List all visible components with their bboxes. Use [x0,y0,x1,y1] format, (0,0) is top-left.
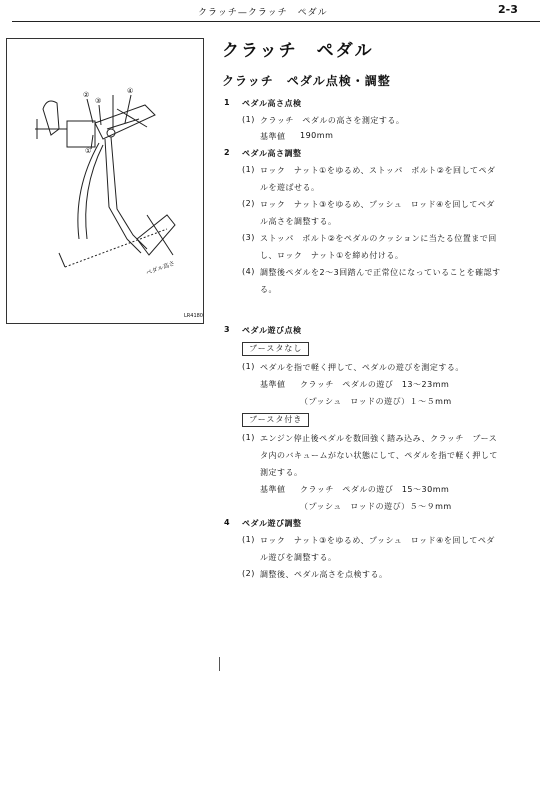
s2-c-text: ストッパ ボルト②をペダルのクッションに当たる位置まで回 [260,234,497,243]
s2-b-num: (2) [242,199,255,208]
header-rule [12,21,540,22]
page-title: クラッチ ペダル [222,41,374,61]
s4-title: ペダル遊び調整 [242,519,302,528]
s1-spec-value: 190mm [300,131,334,140]
s1-num: 1 [224,98,231,107]
pedal-diagram [7,39,203,323]
s2-num: 2 [224,148,231,157]
figure-code: LR4180 [184,313,203,319]
section-title: クラッチ ペダル点検・調整 [222,74,391,88]
s2-b-text: ロック ナット③をゆるめ、プッシュ ロッド④を回してペダ [260,200,495,209]
s2-b-text2: ル高さを調整する。 [260,217,337,226]
s3-spec1-label: 基準値 [260,380,286,389]
tag-without-booster: ブースタなし [242,342,309,356]
callout-4: ④ [127,87,134,95]
s3-b-text3: 測定する。 [260,468,303,477]
callout-3: ③ [95,97,102,105]
s4-a-num: (1) [242,535,255,544]
s3-a-num: (1) [242,362,255,371]
s2-d-num: (4) [242,267,255,276]
figure-caption: ペダル高さ [145,260,176,277]
s4-num: 4 [224,518,231,527]
s2-c-text2: し、ロック ナット①を締め付ける。 [260,251,404,260]
s3-num: 3 [224,325,231,334]
s4-a-text2: ル遊びを調整する。 [260,553,337,562]
s2-a-text2: ルを遊ばせる。 [260,183,320,192]
s2-d-text: 調整後ペダルを2～3回踏んで正常位になっていることを確認す [260,268,501,277]
s3-a-text: ペダルを指で軽く押して、ペダルの遊びを測定する。 [260,363,464,372]
s3-b-text: エンジン停止後ペダルを数回強く踏み込み、クラッチ ブース [260,434,498,443]
s1-a-text: クラッチ ペダルの高さを測定する。 [260,116,405,125]
s2-title: ペダル高さ調整 [242,149,302,158]
tag-with-booster: ブースタ付き [242,413,309,427]
margin-mark [219,657,220,671]
s3-b-text2: タ内のバキュームがない状態にして、ペダルを指で軽く押して [260,451,498,460]
s1-a-num: (1) [242,115,255,124]
s3-spec2-text: クラッチ ペダルの遊び 15～30mm [300,485,450,494]
s2-d-text2: る。 [260,285,277,294]
s3-spec1-text: クラッチ ペダルの遊び 13～23mm [300,380,450,389]
s3-spec2b-text: （プッシュ ロッドの遊び）５～９mm [300,502,452,511]
s2-a-text: ロック ナット①をゆるめ、ストッパ ボルト②を回してペダ [260,166,496,175]
s2-a-num: (1) [242,165,255,174]
page-number: 2-3 [498,3,518,16]
callout-1: ① [85,147,92,155]
s4-b-num: (2) [242,569,255,578]
s3-spec2-label: 基準値 [260,485,286,494]
s2-c-num: (3) [242,233,255,242]
callout-2: ② [83,91,90,99]
s1-spec-label: 基準値 [260,132,286,141]
header-title: クラッチ—クラッチ ペダル [198,8,328,18]
s4-b-text: 調整後、ペダル高さを点検する。 [260,570,388,579]
s1-title: ペダル高さ点検 [242,99,302,108]
s4-a-text: ロック ナット③をゆるめ、プッシュ ロッド④を回してペダ [260,536,495,545]
s3-b-num: (1) [242,433,255,442]
s3-title: ペダル遊び点検 [242,326,302,335]
pedal-figure [6,38,204,324]
s3-spec1b-text: （プッシュ ロッドの遊び）１～５mm [300,397,452,406]
